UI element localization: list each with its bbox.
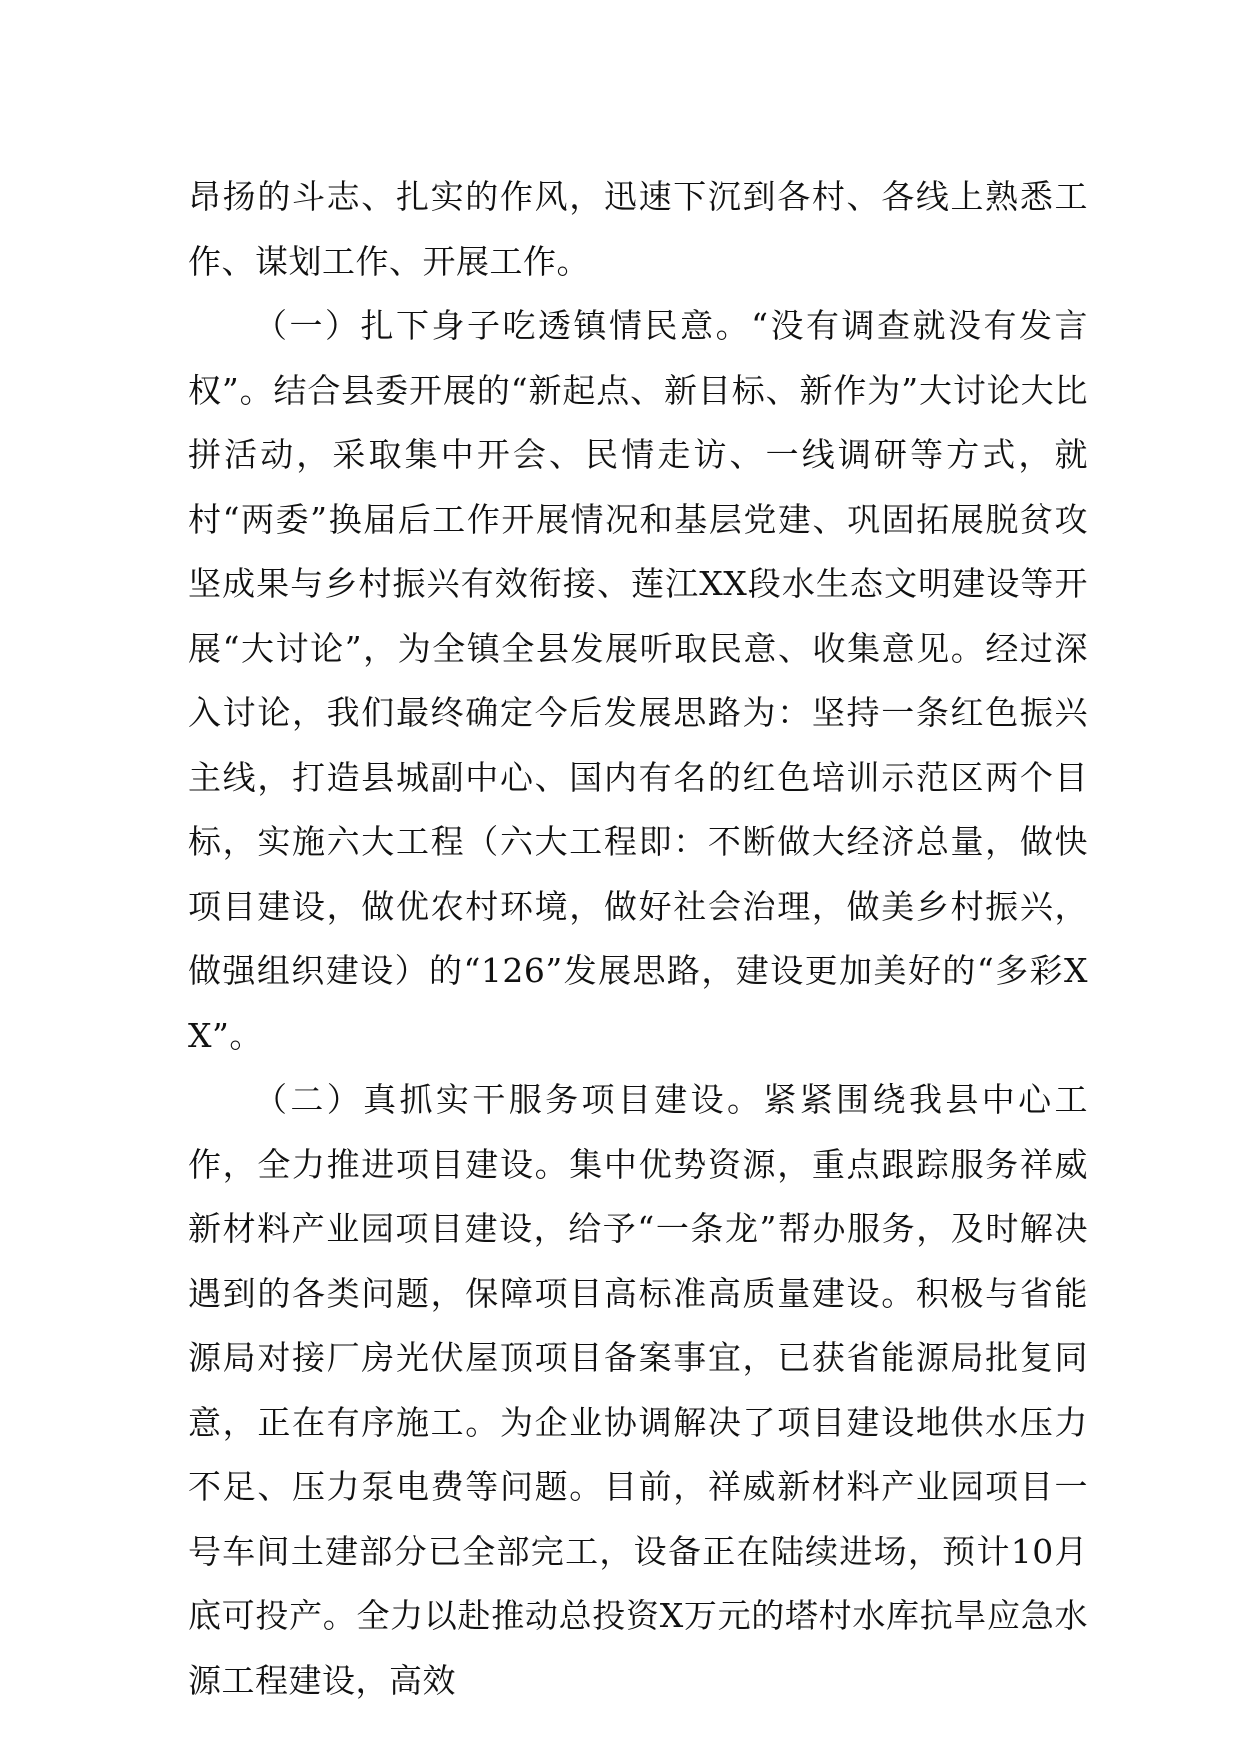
paragraph-section-1: （一）扎下身子吃透镇情民意。“没有调查就没有发言权”。结合县委开展的“新起点、新目标、新作为”大讨论大比拼活动，采取集中开会、民情走访、一线调研等方式，就村“两委”换届后工作开展情况和基层党建、巩固拓展脱贫攻坚成果与乡村振兴有效衔接、莲江XX段水生态文明建设等开展“大讨论”，为全镇全县发展听取民意、收集意见。经过深入讨论，我们最终确定今后发展思路为：坚持一条红色振兴主线，打造县城副中心、国内有名的红色培训示范区两个目标，实施六大工程（六大工程即：不断做大经济总量，做快项目建设，做优农村环境，做好社会治理，做美乡村振兴，做强组织建设）的“126”发展思路，建设更加美好的“多彩XX”。	[188, 306, 1088, 1055]
paragraph-section-2: （二）真抓实干服务项目建设。紧紧围绕我县中心工作，全力推进项目建设。集中优势资源，重点跟踪服务祥威新材料产业园项目建设，给予“一条龙”帮办服务，及时解决遇到的各类问题，保障项目高标准高质量建设。积极与省能源局对接厂房光伏屋顶项目备案事宜，已获省能源局批复同意，正在有序施工。为企业协调解决了项目建设地供水压力不足、压力泵电费等问题。目前，祥威新材料产业园项目一号车间土建部分已全部完工，设备正在陆续进场，预计10月底可投产。全力以赴推动总投资X万元的塔村水库抗旱应急水源工程建设，高效	[188, 1080, 1088, 1700]
paragraph-continuation: 昂扬的斗志、扎实的作风，迅速下沉到各村、各线上熟悉工作、谋划工作、开展工作。	[188, 177, 1088, 281]
document-body	[188, 165, 1088, 1713]
